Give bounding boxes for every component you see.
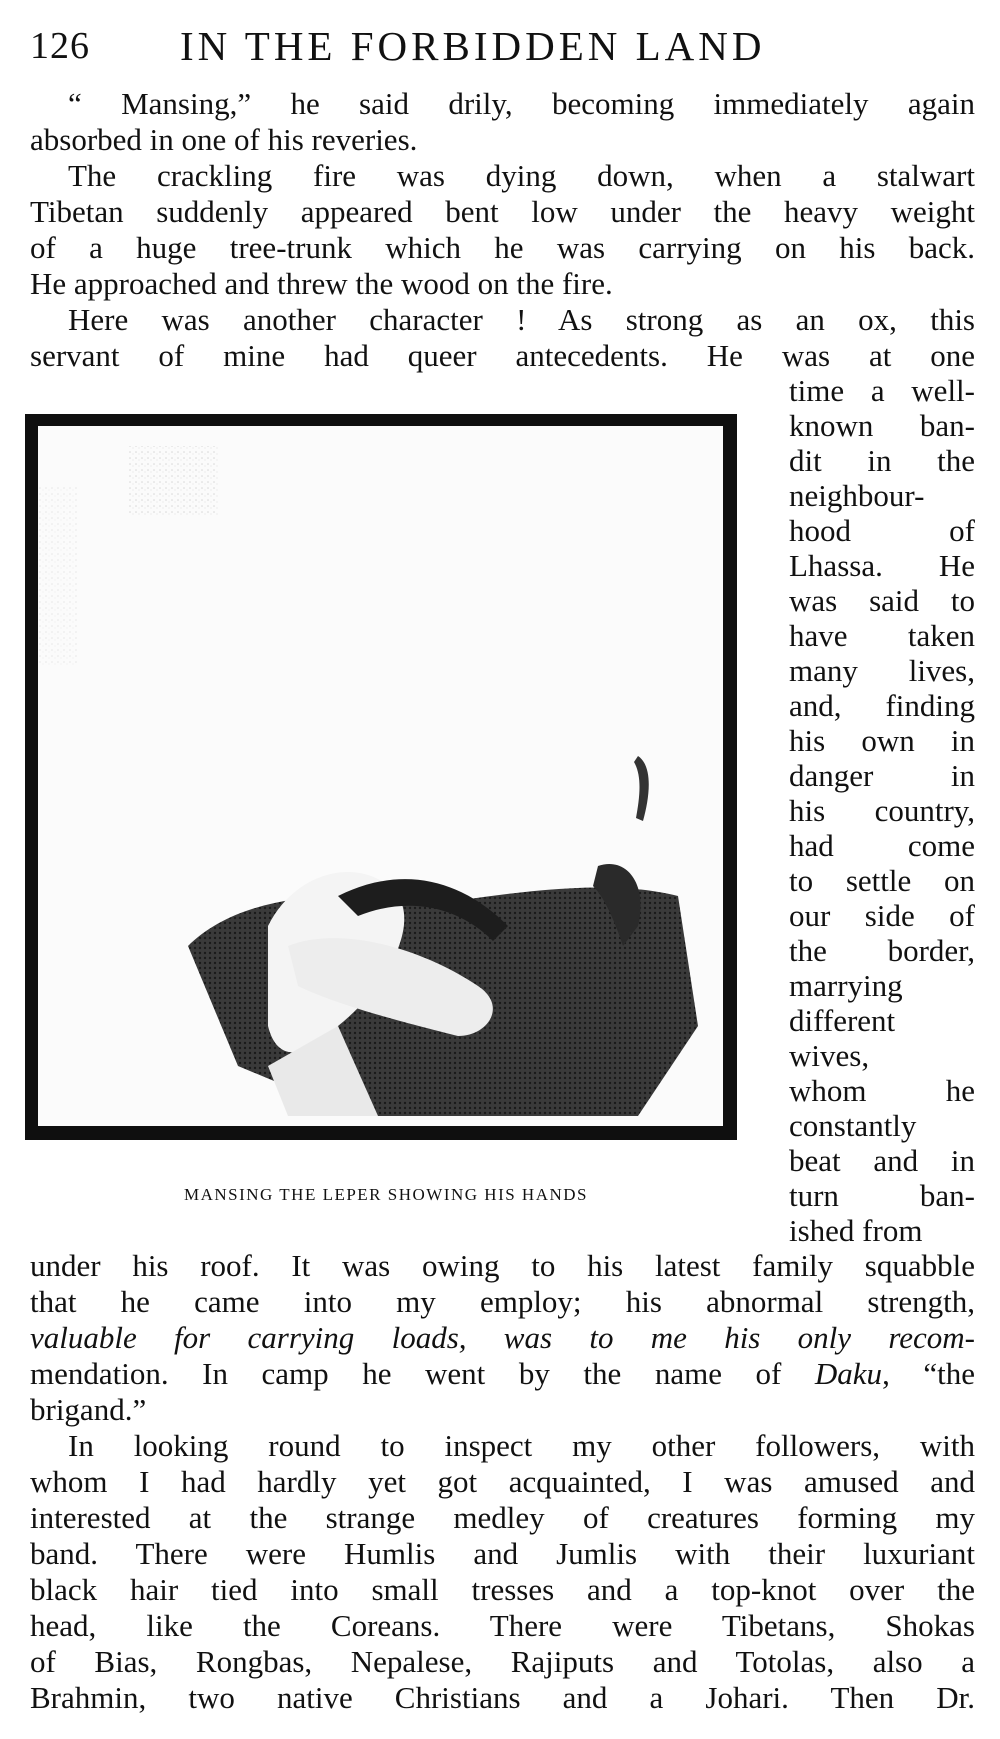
text-line: Here was another character ! As strong as an ox, this	[68, 302, 975, 337]
text-line: Tibetan suddenly appeared bent low under the heavy weight	[30, 194, 975, 229]
side-text-line: turn ban-	[789, 1178, 975, 1213]
page-header	[30, 22, 970, 70]
text-line: absorbed in one of his reveries.	[30, 122, 418, 157]
text-segment: , “the	[882, 1356, 975, 1391]
side-text-line: his country,	[789, 793, 975, 828]
side-text-line: the border,	[789, 933, 975, 968]
side-text-line: different	[789, 1003, 896, 1038]
text-segment-italic: Daku	[814, 1356, 883, 1391]
photo-image	[38, 426, 723, 1126]
side-text-line: dit in the	[789, 443, 975, 478]
page-number: 126	[30, 25, 90, 67]
side-text-line: constantly	[789, 1108, 917, 1143]
text-line: servant of mine had queer antecedents. He was at one	[30, 338, 975, 373]
side-text-line: ished from	[789, 1213, 923, 1248]
text-line: under his roof. It was owing to his latest family squabble	[30, 1248, 975, 1283]
text-line: whom I had hardly yet got acquainted, I was amused and	[30, 1464, 975, 1499]
side-text-line: was said to	[789, 583, 975, 618]
side-text-line: marrying	[789, 968, 903, 1003]
text-line: The crackling fire was dying down, when a stalwart	[68, 158, 975, 193]
text-line: black hair tied into small tresses and a top-knot over the	[30, 1572, 975, 1607]
photo-figure	[25, 414, 737, 1140]
side-text-line: and, finding	[789, 688, 975, 723]
side-text-line: have taken	[789, 618, 975, 653]
text-line: In looking round to inspect my other followers, with	[68, 1428, 975, 1463]
side-text-line: to settle on	[789, 863, 975, 898]
side-text-line: danger in	[789, 758, 975, 793]
side-text-line: beat and in	[789, 1143, 975, 1178]
text-line: brigand.”	[30, 1392, 147, 1427]
text-line: valuable for carrying loads, was to me his only recom-	[30, 1320, 975, 1355]
side-text-line: had come	[789, 828, 975, 863]
side-text-line: his own in	[789, 723, 975, 758]
side-text-line: our side of	[789, 898, 975, 933]
text-line: band. There were Humlis and Jumlis with their luxuriant	[30, 1536, 975, 1571]
side-text-line: Lhassa. He	[789, 548, 975, 583]
text-line: of Bias, Rongbas, Nepalese, Rajiputs and Totolas, also a	[30, 1644, 975, 1679]
text-line: interested at the strange medley of creatures forming my	[30, 1500, 975, 1535]
side-text-line: many lives,	[789, 653, 975, 688]
text-line: that he came into my employ; his abnormal strength,	[30, 1284, 975, 1319]
side-text-line: neighbour-	[789, 478, 925, 513]
running-title: IN THE FORBIDDEN LAND	[180, 23, 766, 69]
side-text-line: whom he	[789, 1073, 975, 1108]
side-text-line: hood of	[789, 513, 975, 548]
text-line: “ Mansing,” he said drily, becoming immediately again	[68, 86, 975, 121]
text-line: He approached and threw the wood on the fire.	[30, 266, 613, 301]
text-line	[30, 1356, 975, 1392]
side-text-line: known ban-	[789, 408, 975, 443]
figure-caption: MANSING THE LEPER SHOWING HIS HANDS	[184, 1185, 588, 1204]
hands-photo-illustration	[38, 426, 723, 1126]
text-line: head, like the Coreans. There were Tibetans, Shokas	[30, 1608, 975, 1643]
text-segment: mendation. In camp he went by the name of	[30, 1356, 782, 1391]
side-text-line: time a well-	[789, 373, 975, 408]
text-line: of a huge tree-trunk which he was carrying on his back.	[30, 230, 975, 265]
text-line: Brahmin, two native Christians and a Johari. Then Dr.	[30, 1680, 975, 1715]
side-text-line: wives,	[789, 1038, 870, 1073]
